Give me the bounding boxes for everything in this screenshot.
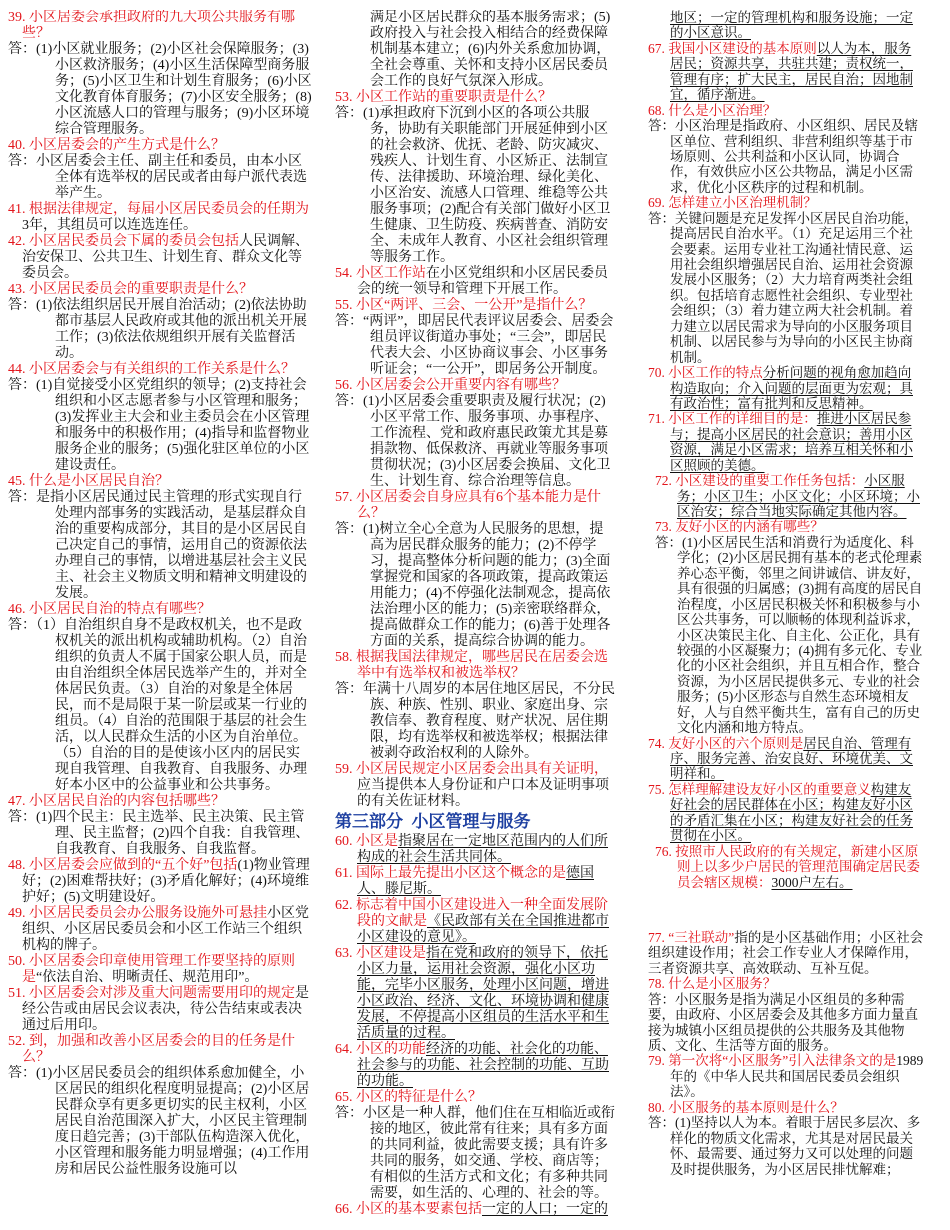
statement-paragraph xyxy=(8,954,312,986)
statement-stem: 63. 小区建设是 xyxy=(335,946,426,961)
answer-text: (1)承担政府下沉到小区的各项公共服务，协助有关职能部门开展延伸到小区的社会救济、优抚、老龄、防灾减灾、残疾人、计划生育、小区矫正、法制宣传、法律援助、环境治理、绿化美化、小区治安、流感人口管理、维稳等公共服务事项；(2)配合有关部门做好小区卫生健康、卫生防疫、疾病普查、消防安全、未成年人教育、小区社会组织管理等服务工作。 xyxy=(363,106,611,265)
answer-label: 答： xyxy=(335,682,363,697)
answer-text: (1)自觉接受小区党组织的领导；(2)支持社会组织和小区志愿者参与小区管理和服务；(3)发挥业主大会和业主委员会在小区管理和服务中的积极作用；(4)指导和监督物业服务企业的服务；(5)强化驻区单位的小区建设责任。 xyxy=(36,378,310,473)
statement-answer: 3000户左右。 xyxy=(771,874,853,890)
question-text: 56. 小区居委会公开重要内容有哪些？ xyxy=(335,378,566,393)
answer-paragraph xyxy=(8,378,312,474)
answer-text: (1)小区居委会重要职责及履行状况；(2)小区平常工作、服务事项、办事程序、工作流程、党和政府惠民政策尤其是募捐款物、低保救济、再就业等服务事项贯彻状况；(3)小区居委会换届、文化卫生、计划生育、综合治理等信息。 xyxy=(363,394,611,489)
statement-item xyxy=(335,898,617,946)
statement-item xyxy=(655,473,924,519)
statement-item xyxy=(8,858,312,906)
statement-paragraph xyxy=(8,858,312,906)
answer-text: 小区居委会主任、副主任和委员，由本小区全体有选举权的居民或者由每户派代表选举产生。 xyxy=(36,154,307,201)
statement-stem: 54. 小区工作站 xyxy=(335,266,426,281)
question-text: 40. 小区居委会的产生方式是什么？ xyxy=(8,138,225,153)
answer-label: 答： xyxy=(648,991,675,1007)
statement-answer: 指的是小区基础作用；小区社会组织建设作用；社会工作专业人才保障作用，三者资源共享、高效联动、互补互促。 xyxy=(648,929,924,976)
statement-stem: 51. 小区居委会对涉及重大问题需要用印的规定 xyxy=(8,986,295,1001)
answer-label: 答： xyxy=(335,314,363,329)
statement-item xyxy=(335,946,617,1042)
answer-paragraph xyxy=(8,154,312,202)
statement-item xyxy=(8,234,312,282)
statement-stem: 48. 小区居委会应做到的“五个好”包括 xyxy=(8,858,238,873)
statement-stem: 60. 小区是 xyxy=(335,834,398,849)
qa-item xyxy=(335,650,617,762)
answer-text: 小区是一种人群，他们住在互相临近或衔接的地区，彼此常有往来；具有多方面的共同利益，彼此需要支援；具有许多共同的服务，如交通、学校、商店等；有相似的生活方式和文化；有多种共同需要，如生活的、心理的、社会的等。 xyxy=(363,1106,615,1201)
answer-text: (1)树立全心全意为人民服务的思想，提高为居民群众服务的能力；(2)不停学习，提高整体分析问题的能力；(3)全面掌握党和国家的各项政策，提高政策运用能力；(4)不停强化法制观念，提高依法治理小区的能力；(5)亲密联络群众，提高做群众工作的能力；(6)善于处理各方面的关系，提高综合协调的能力。 xyxy=(363,522,611,649)
statement-answer: 居民自治、管理有序、服务完善、治安良好、环境优美、文明祥和。 xyxy=(670,735,913,782)
continued-text xyxy=(648,10,924,41)
statement-stem: 66. 小区的基本要素包括 xyxy=(335,1202,482,1217)
qa-item xyxy=(335,90,617,266)
answer-label: 答： xyxy=(8,490,36,505)
statement-paragraph xyxy=(648,411,924,473)
column-right xyxy=(648,10,924,1222)
statement-answer: 分析问题的视角愈加趋向构造取向；介入问题的层面更为宏观；具有政治性；富有批判和反思精神。 xyxy=(670,365,913,411)
statement-item xyxy=(335,762,617,810)
statement-item xyxy=(648,41,924,103)
answer-label: 答： xyxy=(8,154,36,169)
question-text: 44. 小区居委会与有关组织的工作关系是什么？ xyxy=(8,362,295,377)
answer-paragraph xyxy=(8,42,312,138)
answer-text: 关键问题是充足发挥小区居民自治功能，提高居民自治水平。（1）充足运用三个社会要素。运用专业社工沟通社情民意、运用社会组织增强居民自治、运用社会资源发展小区服务；（2）大力培育两类社会组织。包括培育志愿性社会组织、专业型社会组织；（3）着力建立两大社会机制。着力建立以居民需求为导向的小区服务项目机制、以居民参与为导向的小区民主协商机制。 xyxy=(670,210,918,365)
answer-paragraph xyxy=(655,535,924,736)
statement-stem: 75. 怎样理解建设友好小区的重要意义 xyxy=(648,781,871,797)
statement-stem: 76. 按照市人民政府的有关规定，新建小区原则上以多少户居民的管理范围确定居民委员会辖区规模： xyxy=(655,843,920,890)
qa-item xyxy=(8,794,312,858)
statement-item xyxy=(648,782,924,844)
statement-stem: 74. 友好小区的六个原则是 xyxy=(648,735,804,751)
question-text: 65. 小区的特征是什么？ xyxy=(335,1090,482,1105)
answer-label: 答： xyxy=(8,810,36,825)
qa-item xyxy=(8,474,312,602)
statement-answer: 构建友好社会的居民群体在小区；构建友好小区的矛盾汇集在小区；构建友好社会的任务贯彻在小区。 xyxy=(670,781,913,844)
answer-label: 答： xyxy=(8,1066,36,1081)
statement-paragraph xyxy=(8,202,312,234)
statement-item xyxy=(648,365,924,411)
answer-paragraph xyxy=(335,522,617,650)
statement-item xyxy=(655,844,924,890)
question-text: 73. 友好小区的内涵有哪些？ xyxy=(655,519,824,535)
statement-answer: 指聚居在一定地区范围内的人们所构成的社会生活共同体。 xyxy=(357,834,608,865)
statement-paragraph xyxy=(655,844,924,890)
statement-paragraph xyxy=(8,986,312,1034)
statement-answer: 小区服务；小区卫生；小区文化；小区环境；小区治安；综合当地实际确定其他内容。 xyxy=(677,473,920,519)
qa-item xyxy=(8,602,312,794)
answer-label: 答： xyxy=(648,118,675,134)
statement-answer: 德国人、滕尼斯。 xyxy=(357,866,594,897)
statement-paragraph xyxy=(8,906,312,954)
answer-text: (1)小区居民生活和消费行为适度化、科学化；(2)小区居民拥有基本的老式伦理素养心态平衡，邻里之间讲诚信、讲友好，具有很强的归属感；(3)拥有高度的居民自治程度，小区居民积极关怀和积极参与小区公共事务，可以顺畅的体现利益诉求，小区决策民主化、自主化、公正化，具有较强的小区凝聚力；(4)拥有多元化、专业化的小区社会组织，并且互相合作，整合资源，为小区居民提供多元、专业的社会服务；(5)小区形态与自然生态环境相友好，人与自然平衡共生，富有自己的历史文化内涵和地方特点。 xyxy=(677,534,923,736)
statement-answer: 应当提供本人身份证和户口本及证明事项的有关佐证材料。 xyxy=(357,778,609,809)
answer-text: “两评”，即居民代表评议居委会、居委会组员评议街道办事处；“三会”，即居民代表大会、小区协商议事会、小区事务听证会；“一公开”，即居务公开制度。 xyxy=(363,314,614,377)
question-text: 69. 怎样建立小区治理机制？ xyxy=(648,195,817,211)
statement-paragraph xyxy=(648,365,924,411)
statement-stem: 42. 小区居民委员会下属的委员会包括 xyxy=(8,234,239,249)
statement-item xyxy=(648,736,924,782)
statement-stem: 49. 小区居民委员会办公服务设施外可悬挂 xyxy=(8,906,267,921)
answer-text: (1)依法组织居民开展自治活动；(2)依法协助都市基层人民政府或其他的派出机关开展工作；(3)依法依规组织开展有关监督活动。 xyxy=(36,298,307,361)
answer-paragraph xyxy=(335,682,617,762)
answer-paragraph xyxy=(335,314,617,378)
answer-label: 答： xyxy=(8,42,36,57)
statement-item xyxy=(335,834,617,866)
question-text: 43. 小区居民委员会的重要职责是什么？ xyxy=(8,282,253,297)
answer-label: 答： xyxy=(335,394,363,409)
qa-item xyxy=(335,378,617,490)
question-text: 55. 小区“两评、三会、一公开”是指什么？ xyxy=(335,298,593,313)
statement-paragraph xyxy=(655,473,924,519)
continued-paragraph: 满足小区居民群众的基本服务需求；(5)政府投入与社会投入相结合的经费保障机制基本建立；(6)内外关系愈加协调，全社会尊重、关怀和支持小区居民委员会工作的良好气氛深入形成。 xyxy=(370,10,611,89)
qa-item xyxy=(8,10,312,138)
question-text: 53. 小区工作站的重要职责是什么？ xyxy=(335,90,552,105)
qa-item xyxy=(8,1034,312,1178)
statement-paragraph xyxy=(648,736,924,782)
statement-answer: 《民政部有关在全国推进都市小区建设的意见》。 xyxy=(357,914,609,945)
statement-paragraph xyxy=(335,898,617,946)
qa-item xyxy=(335,1090,617,1202)
section-heading-block xyxy=(335,811,617,833)
statement-item xyxy=(335,1202,617,1218)
statement-paragraph xyxy=(335,866,617,898)
column-middle xyxy=(335,10,617,1222)
qa-item xyxy=(8,282,312,362)
answer-text: (1)坚持以人为本。着眼于居民多层次、多样化的物质文化需求，尤其是对居民最关怀、最需要、通过努力又可以处理的问题及时提供服务，为小区居民排忧解难； xyxy=(670,1115,921,1177)
statement-stem: 72. 小区建设的重要工作任务包括： xyxy=(655,473,865,489)
answer-label: 答： xyxy=(335,106,363,121)
statement-item xyxy=(8,202,312,234)
answer-paragraph xyxy=(648,211,924,365)
statement-item xyxy=(648,411,924,473)
statement-paragraph xyxy=(335,1202,617,1218)
answer-paragraph xyxy=(8,618,312,794)
answer-label: 答： xyxy=(335,522,363,537)
statement-answer: 经济的功能、社会化的功能、社会参与的功能、社会控制的功能、互助的功能。 xyxy=(357,1042,609,1089)
statement-paragraph xyxy=(648,1053,924,1099)
statement-item xyxy=(648,1053,924,1099)
statement-stem: 79. 第一次将“小区服务”引入法律条文的是 xyxy=(648,1053,897,1069)
answer-label: 答： xyxy=(655,534,682,550)
answer-text: 是指小区居民通过民主管理的形式实现自行处理内部事务的实践活动，是基层群众自治的重要构成部分，其目的是小区居民自己决定自己的事情，运用自己的资源依法办理自己的事情，以增进基层社会主义民主、社会主义物质文明和精神文明建设的发展。 xyxy=(36,490,307,601)
statement-answer: 人民调解、治安保卫、公共卫生、计划生育、群众文化等委员会。 xyxy=(22,234,309,281)
statement-paragraph xyxy=(335,762,617,810)
question-text: 80. 小区服务的基本原则是什么？ xyxy=(648,1099,844,1115)
answer-paragraph xyxy=(648,992,924,1054)
statement-answer: 3年，其组员可以连选连任。 xyxy=(22,218,197,233)
statement-answer: (1)物业管理好；(2)困难帮扶好；(3)矛盾化解好；(4)环境维护好；(5)文明建设好。 xyxy=(22,858,310,905)
qa-item xyxy=(335,298,617,378)
answer-paragraph xyxy=(335,106,617,266)
answer-text: (1)四个民主：民主选举、民主决策、民主管理、民主监督；(2)四个自我：自我管理、自我教育、自我服务、自我监督。 xyxy=(36,810,310,857)
statement-paragraph xyxy=(335,834,617,866)
statement-paragraph xyxy=(8,234,312,282)
statement-answer: 小区党组织、小区居民委员会和小区工作站三个组织机构的牌子。 xyxy=(22,906,309,953)
answer-text: (1)小区居民委员会的组织体系愈加健全，小区居民的组织化程度明显提高；(2)小区居民群众享有更多更切实的民主权利，小区居民自治范围深入扩大，小区民主管理制度日趋完善；(3)干部队伍构造深入优化，小区管理和服务能力明显增强；(4)工作用房和居民公益性服务设施可以 xyxy=(36,1066,310,1177)
qa-item xyxy=(8,138,312,202)
statement-answer: 以人为本，服务居民；资源共享，共驻共建；责权统一，管理有序；扩大民主，居民自治；因地制宜，循序渐进。 xyxy=(670,40,913,103)
statement-answer: 是经公告或由居民会议表决，待公告结束或表决通过后用印。 xyxy=(22,986,309,1033)
question-text: 68. 什么是小区治理？ xyxy=(648,102,777,118)
question-text: 57. 小区居委会自身应具有6个基本能力是什么？ xyxy=(335,490,601,521)
answer-text: 小区服务是指为满足小区组员的多种需要，由政府、小区居委会及其他多方面力量直接为城镇小区组员提供的公共服务及其他物质、文化、生活等方面的服务。 xyxy=(648,991,918,1053)
qa-item xyxy=(8,362,312,474)
qa-item xyxy=(648,976,924,1053)
statement-paragraph xyxy=(335,946,617,1042)
column-left xyxy=(8,10,312,1222)
statement-stem: 71. 小区工作的详细目的是： xyxy=(648,411,817,427)
answer-label: 答： xyxy=(8,298,36,313)
statement-stem: 70. 小区工作的特点 xyxy=(648,365,763,381)
answer-text: 年满十八周岁的本居住地区居民，不分民族、种族、性别、职业、家庭出身、宗教信奉、教育程度、财产状况、居住期限，均有选举权和被选举权；根据法律被剥夺政治权利的人除外。 xyxy=(363,682,615,761)
qa-item xyxy=(648,195,924,365)
answer-paragraph xyxy=(8,298,312,362)
answer-paragraph xyxy=(8,810,312,858)
answer-label: 答： xyxy=(648,210,675,226)
answer-paragraph xyxy=(8,490,312,602)
statement-answer: 指在党和政府的领导下，依托小区力量，运用社会资源，强化小区功能，完毕小区服务，处理小区问题，增进小区政治、经济、文化、环境协调和健康发展，不停提高小区组员的生活水平和生活质量的过程。 xyxy=(357,946,609,1041)
statement-stem: 50. 小区居委会印章使用管理工作要坚持的原则是 xyxy=(8,954,295,985)
question-text: 46. 小区居民自治的特点有哪些？ xyxy=(8,602,211,617)
question-text: 47. 小区居民自治的内容包括哪些？ xyxy=(8,794,225,809)
statement-item xyxy=(648,930,924,976)
statement-answer: 一定的人口；一定的 xyxy=(482,1202,608,1217)
statement-stem: 62. 标志着中国小区建设进入一种全面发展阶段的文献是 xyxy=(335,898,608,929)
qa-item xyxy=(335,490,617,650)
answer-paragraph xyxy=(335,394,617,490)
statement-answer: 推进小区居民参与；提高小区居民的社会意识；善用小区资源，满足小区需求；培养互相关怀和小区照顾的美德。 xyxy=(670,411,913,473)
question-text: 45. 什么是小区居民自治？ xyxy=(8,474,169,489)
question-text: 52. 到，加强和改善小区居委会的目的任务是什么？ xyxy=(8,1034,295,1065)
answer-label: 答： xyxy=(648,1115,675,1131)
answer-label: 答： xyxy=(8,378,36,393)
statement-stem: 61. 国际上最先提出小区这个概念的是 xyxy=(335,866,566,881)
qa-item xyxy=(648,1100,924,1177)
continued-text xyxy=(335,10,617,90)
statement-item xyxy=(8,906,312,954)
answer-paragraph xyxy=(8,1066,312,1178)
statement-paragraph xyxy=(648,41,924,103)
statement-item xyxy=(335,866,617,898)
statement-paragraph xyxy=(648,782,924,844)
answer-text: （1）自治组织自身不是政权机关，也不是政权机关的派出机构或辅助机构。（2）自治组织的负责人不属于国家公职人员，而是由自治组织全体居民选举产生的，并对全体居民负责。（3）自治的对象是全体居民，而不是局限于某一阶层或某一行业的组员。（4）自治的范围限于基层的社会生活，以人民群众生活的小区为自治单位。（5）自治的目的是使该小区内的居民实现自我管理、自我教育、自我服务、办理好本小区中的公益事业和公共事务。 xyxy=(36,618,307,793)
statement-item xyxy=(335,266,617,298)
answer-text: (1)小区就业服务；(2)小区社会保障服务；(3)小区救济服务；(4)小区生活保障型商务服务；(5)小区卫生和计划生育服务；(6)小区文化教育体育服务；(7)小区安全服务；(8)小区流感人口的管理与服务；(9)小区环境综合管理服务。 xyxy=(36,42,312,137)
statement-paragraph xyxy=(335,1042,617,1090)
answer-paragraph xyxy=(335,1106,617,1202)
answer-paragraph xyxy=(648,1115,924,1177)
statement-answer: 在小区党组织和小区居民委员会的统一领导和管理下开展工作。 xyxy=(357,266,608,297)
answer-paragraph xyxy=(648,118,924,195)
question-text: 39. 小区居委会承担政府的九大项公共服务有哪些？ xyxy=(8,10,295,41)
continued-paragraph: 地区；一定的管理机构和服务设施；一定的小区意识。 xyxy=(670,10,913,41)
statement-stem: 77. “三社联动” xyxy=(648,929,735,945)
qa-item xyxy=(655,519,924,735)
answer-label: 答： xyxy=(335,1106,363,1121)
question-text: 58. 根据我国法律规定，哪些居民在居委会选举中有选举权和被选举权？ xyxy=(335,650,608,681)
statement-paragraph xyxy=(648,930,924,976)
answer-text: 小区治理是指政府、小区组织、居民及辖区单位、营利组织、非营利组织等基于市场原则、公共利益和小区认同，协调合作，有效供应小区公共物品，满足小区需求，优化小区秩序的过程和机制。 xyxy=(670,118,918,195)
statement-answer: 1989年的《中华人民共和国居民委员会组织法》。 xyxy=(670,1053,924,1100)
statement-answer: “依法自治、明晰责任、规范用印”。 xyxy=(36,970,259,985)
answer-label: 答： xyxy=(8,618,36,633)
statement-stem: 64. 小区的功能 xyxy=(335,1042,426,1057)
section-heading: 第三部分 小区管理与服务 xyxy=(335,812,531,831)
statement-item xyxy=(335,1042,617,1090)
statement-item xyxy=(8,986,312,1034)
statement-paragraph xyxy=(335,266,617,298)
statement-stem: 59. 小区居民规定小区居委会出具有关证明， xyxy=(335,762,608,777)
question-text: 78. 什么是小区服务？ xyxy=(648,976,777,992)
statement-stem: 67. 我国小区建设的基本原则 xyxy=(648,40,817,56)
statement-stem: 41. 根据法律规定，每届小区居民委员会的任期为 xyxy=(8,202,309,217)
qa-item xyxy=(648,103,924,196)
statement-item xyxy=(8,954,312,986)
